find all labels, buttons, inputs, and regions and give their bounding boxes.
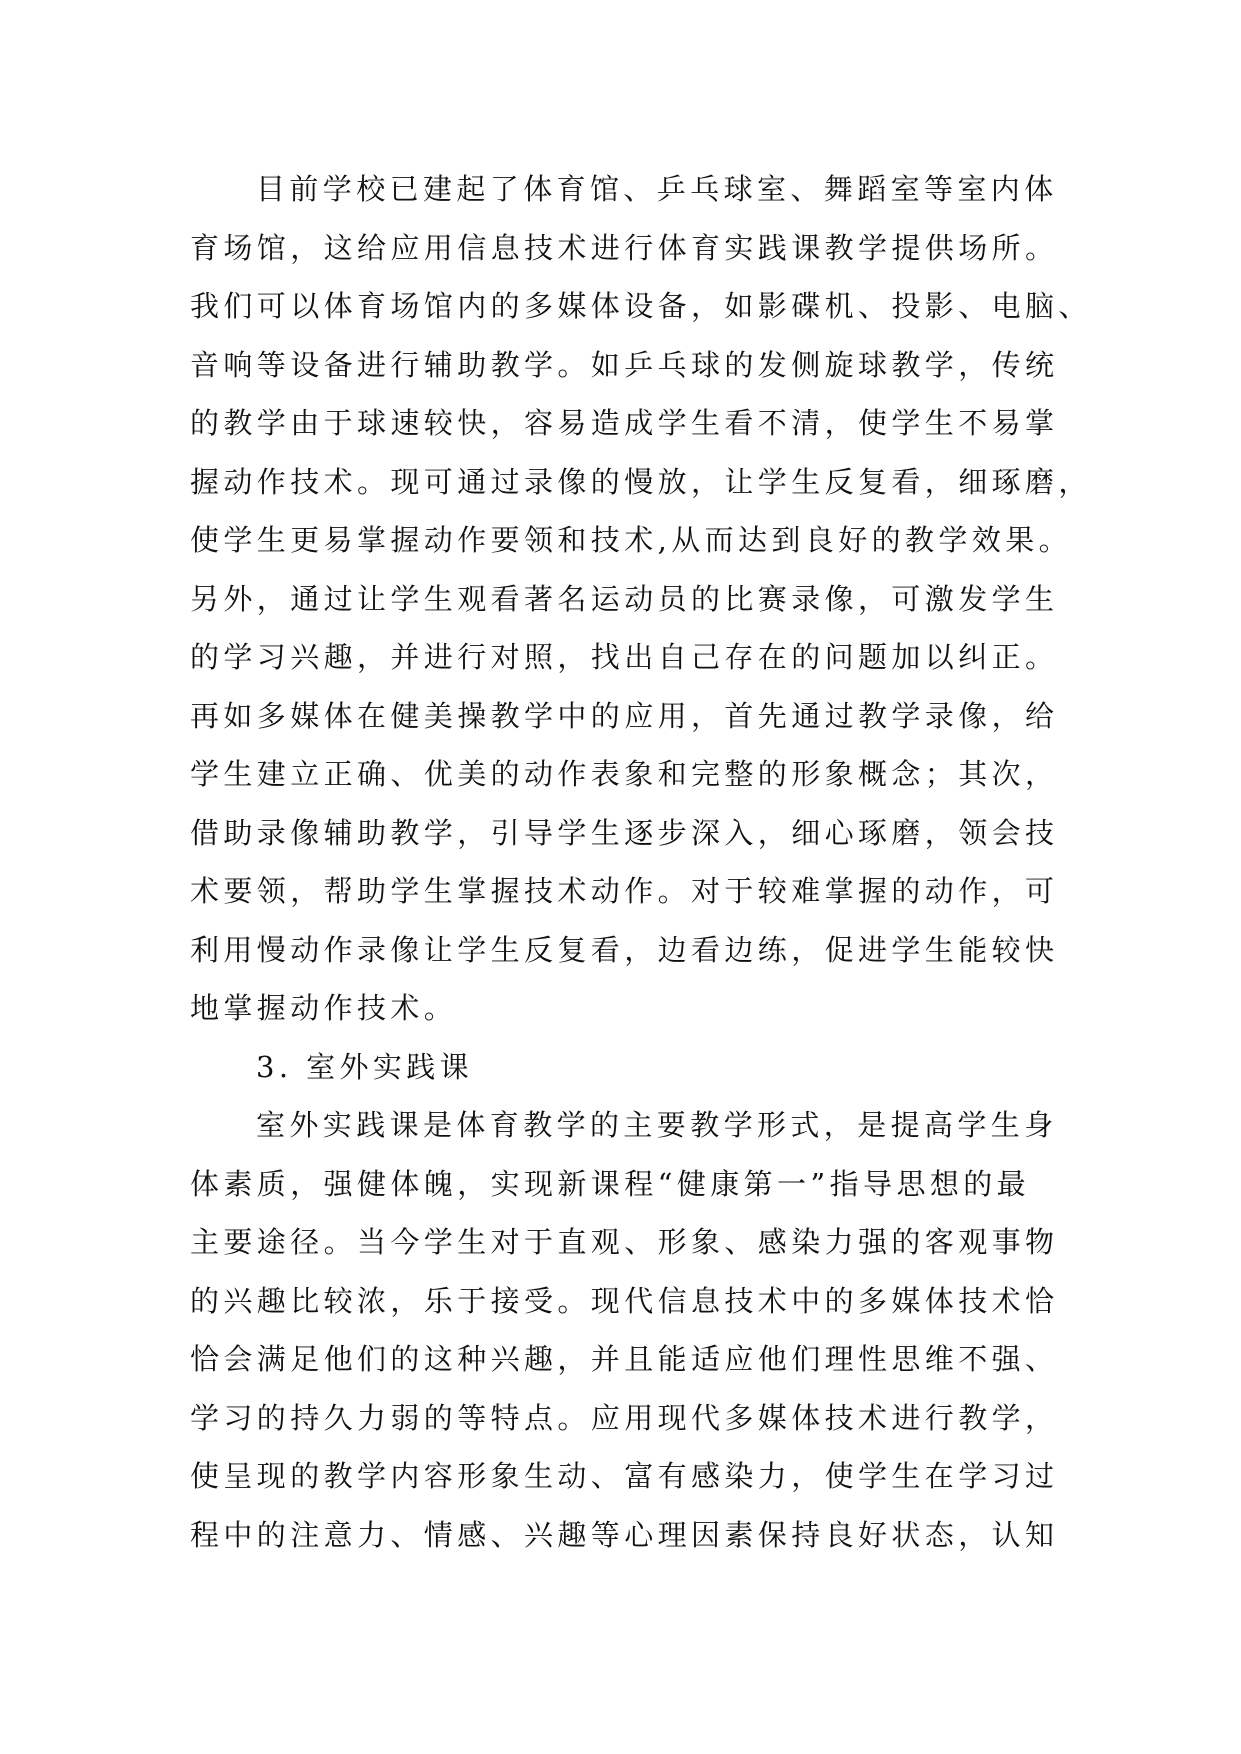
paragraph-line: 学生建立正确、优美的动作表象和完整的形象概念；其次， bbox=[190, 757, 1059, 791]
paragraph-line: 借助录像辅助教学，引导学生逐步深入，细心琢磨，领会技 bbox=[190, 815, 1059, 850]
paragraph-line: 地掌握动作技术。 bbox=[190, 991, 458, 1025]
paragraph-line: 程中的注意力、情感、兴趣等心理因素保持良好状态，认知 bbox=[190, 1517, 1059, 1552]
paragraph-line: 育场馆，这给应用信息技术进行体育实践课教学提供场所。 bbox=[190, 230, 1059, 265]
paragraph-line: 的教学由于球速较快，容易造成学生看不清，使学生不易掌 bbox=[190, 406, 1059, 440]
paragraph-line: 使呈现的教学内容形象生动、富有感染力，使学生在学习过 bbox=[190, 1459, 1059, 1493]
body-text bbox=[190, 160, 1092, 1564]
paragraph-line: 使学生更易掌握动作要领和技术,从而达到良好的教学效果。 bbox=[190, 523, 1073, 557]
paragraph-line: 室外实践课是体育教学的主要教学形式，是提高学生身 bbox=[256, 1108, 1058, 1142]
paragraph-line: 音响等设备进行辅助教学。如乒乓球的发侧旋球教学，传统 bbox=[190, 347, 1059, 382]
paragraph-line: 的学习兴趣，并进行对照，找出自己存在的问题加以纠正。 bbox=[190, 640, 1059, 674]
paragraph-line: 我们可以体育场馆内的多媒体设备，如影碟机、投影、电脑、 bbox=[190, 289, 1092, 323]
paragraph-line: 术要领，帮助学生掌握技术动作。对于较难掌握的动作，可 bbox=[190, 874, 1059, 908]
paragraph-line: 另外，通过让学生观看著名运动员的比赛录像，可激发学生 bbox=[190, 581, 1059, 616]
paragraph-line: 再如多媒体在健美操教学中的应用，首先通过教学录像，给 bbox=[190, 698, 1059, 733]
paragraph-line: 目前学校已建起了体育馆、乒乓球室、舞蹈室等室内体 bbox=[256, 172, 1058, 206]
paragraph-line: 学习的持久力弱的等特点。应用现代多媒体技术进行教学， bbox=[190, 1400, 1059, 1435]
paragraph-line: 利用慢动作录像让学生反复看，边看边练，促进学生能较快 bbox=[190, 932, 1059, 967]
paragraph-line: 恰会满足他们的这种兴趣，并且能适应他们理性思维不强、 bbox=[190, 1342, 1059, 1376]
paragraph-line: 体素质，强健体魄，实现新课程“健康第一”指导思想的最 bbox=[190, 1166, 1031, 1201]
paragraph-line: 主要途径。当今学生对于直观、形象、感染力强的客观事物 bbox=[190, 1225, 1059, 1259]
paragraph-line: 握动作技术。现可通过录像的慢放，让学生反复看，细琢磨， bbox=[190, 464, 1092, 499]
section-heading: 3. 室外实践课 bbox=[256, 1049, 474, 1084]
paragraph-line: 的兴趣比较浓，乐于接受。现代信息技术中的多媒体技术恰 bbox=[190, 1283, 1059, 1318]
